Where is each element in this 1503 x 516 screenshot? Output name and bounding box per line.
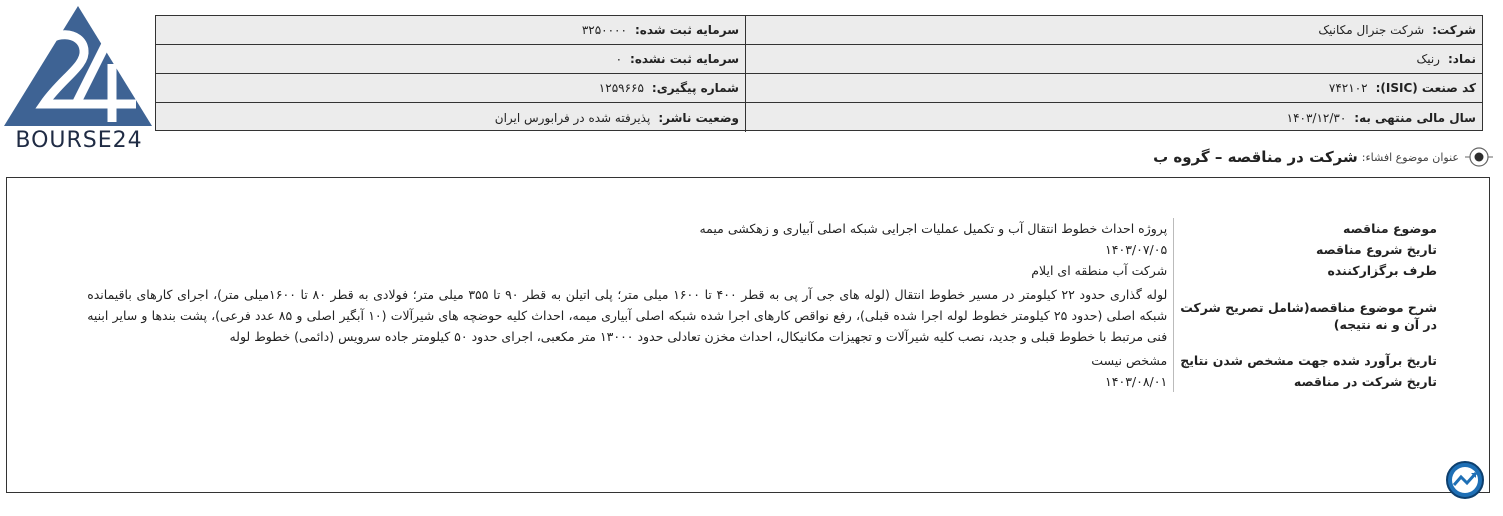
details-box [6, 177, 1490, 493]
tender-description-cell [81, 281, 1174, 350]
tender-subject-key: موضوع مناقصه [1174, 218, 1437, 239]
info-cell [156, 16, 745, 44]
tender-start-date-key: تاریخ شروع مناقصه [1174, 239, 1437, 260]
registered-capital-value: ۳۲۵۰۰۰۰ [581, 23, 627, 37]
subject-value: شرکت در مناقصه – گروه ب [1153, 148, 1358, 166]
tender-details-table [81, 218, 1437, 392]
tender-organizer-key: طرف برگزارکننده [1174, 260, 1437, 281]
publisher-status-label: وضعیت ناشر: [658, 110, 739, 125]
symbol-label: نماد: [1447, 52, 1476, 66]
info-cell [745, 103, 1482, 132]
isic-label: کد صنعت (ISIC): [1375, 81, 1476, 95]
symbol-value: رنیک [1416, 52, 1440, 66]
company-label: شرکت: [1432, 23, 1476, 37]
info-cell [156, 103, 745, 132]
tender-subject-value: پروژه احداث خطوط انتقال آب و تکمیل عملیات اجرایی شبکه اصلی آبیاری و زهکشی میمه [699, 221, 1168, 236]
disclosure-subject [1153, 143, 1493, 171]
logo-mark-icon [2, 4, 154, 128]
unregistered-capital-value: ۰ [615, 52, 623, 66]
tender-start-date-value: ۱۴۰۳/۰۷/۰۵ [1105, 242, 1168, 257]
estimated-result-date-key: تاریخ برآورد شده جهت مشخص شدن نتایج [1174, 350, 1437, 371]
bourse24-logo [2, 4, 154, 153]
fiscal-year-value: ۱۴۰۳/۱۲/۳۰ [1286, 110, 1347, 125]
target-bullet-icon [1465, 143, 1493, 171]
info-cell [156, 74, 745, 102]
tender-description-key: شرح موضوع مناقصه(شامل تصریح شرکت در آن و نه نتیجه) [1174, 281, 1437, 350]
info-cell [745, 45, 1482, 73]
table-row [81, 371, 1437, 392]
participation-date-key: تاریخ شرکت در مناقصه [1174, 371, 1437, 392]
table-row [81, 260, 1437, 281]
registered-capital-label: سرمایه ثبت شده: [634, 23, 739, 37]
isic-value: ۷۴۲۱۰۲ [1328, 81, 1368, 95]
info-cell [745, 74, 1482, 102]
publisher-status-value: پذیرفته شده در فرابورس ایران [494, 110, 651, 125]
logo-text: BOURSE24 [15, 128, 143, 153]
chart-badge-icon [1445, 460, 1485, 500]
table-row [81, 350, 1437, 371]
tracking-number-label: شماره پیگیری: [651, 81, 739, 95]
info-row [156, 103, 1482, 132]
info-cell [745, 16, 1482, 44]
table-row [81, 239, 1437, 260]
subject-label: عنوان موضوع افشاء: [1361, 150, 1459, 164]
info-row [156, 16, 1482, 45]
info-row [156, 74, 1482, 103]
table-row [81, 218, 1437, 239]
table-row [81, 281, 1437, 350]
company-value: شرکت جنرال مکانیک [1318, 23, 1425, 37]
info-row [156, 45, 1482, 74]
fiscal-year-label: سال مالی منتهی به: [1354, 110, 1476, 125]
tender-description-value: لوله گذاری حدود ۲۲ کیلومتر در مسیر خطوط انتقال (لوله های جی آر پی به قطر ۴۰۰ تا ۱۶۰۰ میلی متر؛ پلی اتیلن به قطر ۹۰ تا ۳۵۵ میلی متر؛ فولادی به قطر ۸۰ تا ۱۶۰۰میلی متر)، اجرای کارهای باقیمانده شبکه اصلی (حدود ۲۵ کیلومتر خطوط لوله اجرا شده قبلی)، رفع نواقص کارهای اجرا شده شبکه اصلی آبیاری میمه، احداث کلیه حوضچه های شیرآلات (۱۰ آبگیر اصلی و ۸۵ عدد فرعی)، پشت بندها و سایر ابنیه فنی مرتبط با خطوط قبلی و جدید، نصب کلیه شیرآلات و تجهیزات مکانیکال، احداث مخزن تعادلی حدود ۱۳۰۰۰ متر مکعبی، اجرای حدود ۵۰ کیلومتر جاده سرویس (دائمی) خطوط لوله [87, 287, 1168, 344]
company-info-table [155, 15, 1483, 131]
tracking-number-value: ۱۲۵۹۶۶۵ [598, 81, 644, 95]
tender-organizer-value: شرکت آب منطقه ای ایلام [1031, 263, 1168, 278]
unregistered-capital-label: سرمایه ثبت نشده: [630, 52, 739, 66]
participation-date-value: ۱۴۰۳/۰۸/۰۱ [1105, 374, 1168, 389]
info-cell [156, 45, 745, 73]
estimated-result-date-value: مشخص نیست [1091, 353, 1168, 368]
